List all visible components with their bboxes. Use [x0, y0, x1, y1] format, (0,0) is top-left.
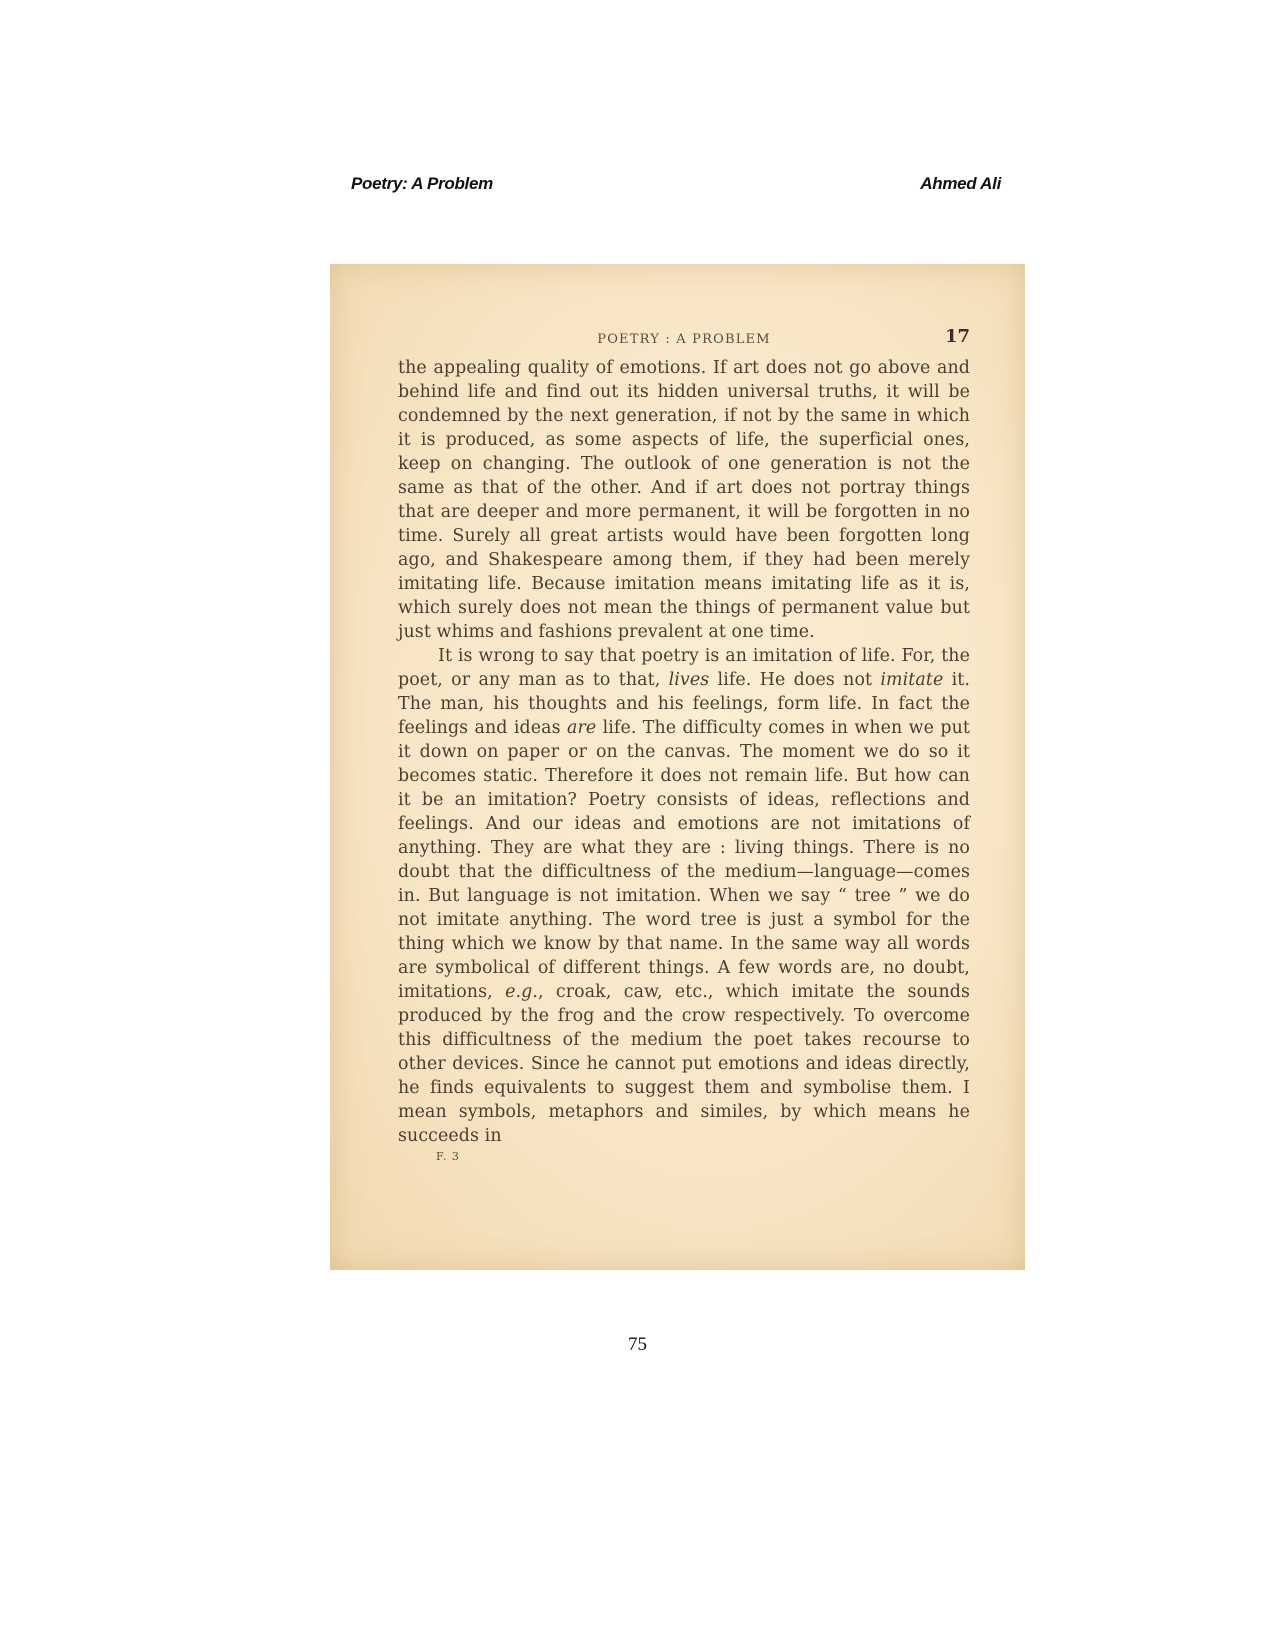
- running-title: POETRY : A PROBLEM: [597, 332, 771, 347]
- document-author: Ahmed Ali: [920, 174, 1001, 193]
- emphasis-lives: lives: [668, 670, 710, 690]
- emphasis-imitate: imitate: [880, 670, 944, 690]
- scanned-page-content: [398, 326, 970, 1163]
- footer-page-number: 75: [628, 1334, 647, 1355]
- paragraph-1: the appealing quality of emotions. If art does not go above and behind life and find out its hidden universal truths, it will be condemned by the next generation, if not by the same in which it is produced, as some aspects of life, the superficial ones, keep on changing. The outlook of one generation is not the same as that of the other. And if art does not portray things that are deeper and more permanent, it will be forgotten in no time. Surely all great artists would have been forgotten long ago, and Shakespeare among them, if they had been merely imitating life. Because imitation means imitating life as it is, which surely does not mean the things of permanent value but just whims and fashions prevalent at one time.: [398, 358, 970, 642]
- emphasis-are: are: [566, 718, 597, 738]
- emphasis-eg: e.g.: [505, 982, 538, 1002]
- running-head: [398, 326, 970, 356]
- paragraph-2-part-4: life. The difficulty comes in when we put it down on paper or on the canvas. The moment we do so it becomes static. Therefore it does not remain life. But how can it be an imitation? Poetry consists of ideas, reflections and feelings. And our ideas and emotions are not imitations of anything. They are what they are : living things. There is no doubt that the difficultness of the medium—language—comes in. But language is not imitation. When we say “ tree ” we do not imitate anything. The word tree is just a symbol for the thing which we know by that name. In the same way all words are symbolical of different things. A few words are, no doubt, imitations,: [398, 718, 970, 1002]
- document-title: Poetry: A Problem: [351, 174, 493, 193]
- book-page-number: 17: [944, 326, 970, 347]
- paragraph-2-part-5: , croak, caw, etc., which imitate the sounds produced by the frog and the crow respectively. To overcome this difficultness of the medium the poet takes recourse to other devices. Since he cannot put emotions and ideas directly, he finds equivalents to suggest them and symbolise them. I mean symbols, metaphors and similes, by which means he succeeds in: [398, 982, 970, 1146]
- paragraph-2-part-2: life. He does not: [709, 670, 881, 690]
- printer-signature-mark: F. 3: [436, 1150, 460, 1163]
- paragraph-2-part-1: It is wrong to say that poetry is an imitation of life. For, the poet, or any man as to that,: [398, 646, 970, 690]
- scanned-book-page: [330, 264, 1025, 1270]
- paragraph-2: [398, 644, 970, 1148]
- paragraph-2-part-3: it. The man, his thoughts and his feelings, form life. In fact the feelings and ideas: [398, 670, 970, 738]
